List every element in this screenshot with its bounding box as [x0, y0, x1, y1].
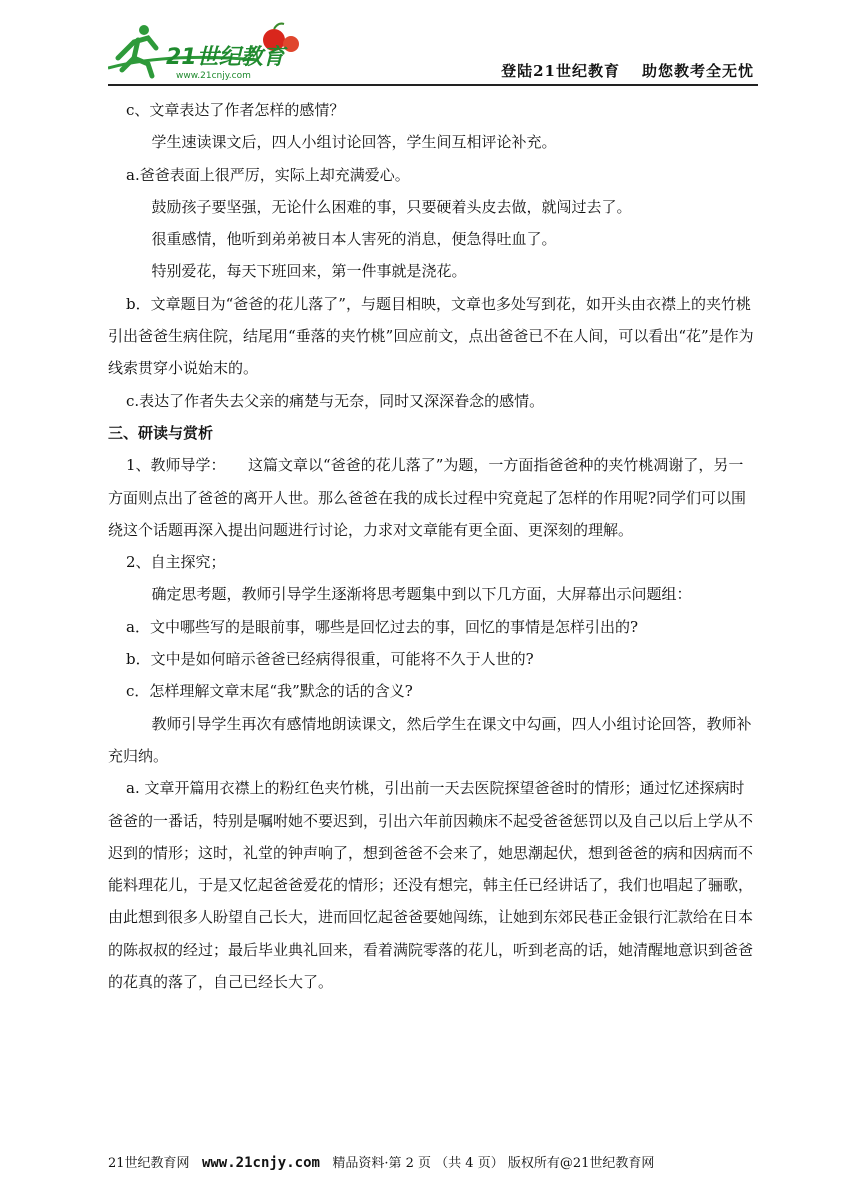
paragraph: 很重感情，他听到弟弟被日本人害死的消息，便急得吐血了。	[151, 230, 557, 249]
svg-text:21世纪教育: 21世纪教育	[166, 45, 285, 70]
slogan-left: 登陆21世纪教育	[501, 62, 620, 80]
paragraph: c.表达了作者失去父亲的痛楚与无奈，同时又深深眷念的感情。	[126, 391, 545, 410]
footer-url: www.21cnjy.com	[201, 1155, 320, 1171]
document-body	[108, 94, 758, 998]
paragraph: 教师引导学生再次有感情地朗读课文，然后学生在课文中勾画，四人小组讨论回答，教师补充归纳。	[108, 714, 752, 765]
paragraph: 学生速读课文后，四人小组讨论回答，学生间互相评论补充。	[151, 133, 557, 152]
paragraph: 2、自主探究；	[126, 553, 226, 572]
page-footer	[108, 1152, 758, 1171]
paragraph: 鼓励孩子要坚强，无论什么困难的事，只要硬着头皮去做，就闯过去了。	[151, 197, 632, 216]
paragraph: 1、教师导学： 这篇文章以“爸爸的花儿落了”为题，一方面指爸爸种的夹竹桃凋谢了，另一方面则点出了爸爸的离开人世。那么爸爸在我的成长过程中究竟起了怎样的作用呢?同学们可以围绕这个话题再深入提出问题进行讨论，力求对文章能有更全面、更深刻的理解。	[108, 456, 747, 539]
paragraph: a.爸爸表面上很严厉，实际上却充满爱心。	[126, 165, 410, 184]
site-logo	[108, 18, 308, 84]
header-divider	[108, 84, 758, 86]
paragraph: c、文章表达了作者怎样的感情？	[126, 101, 345, 119]
paragraph: b．文章题目为“爸爸的花儿落了”，与题目相映，文章也多处写到花，如开头由衣襟上的夹竹桃引出爸爸生病住院，结尾用“垂落的夹竹桃”回应前文，点出爸爸已不在人间，可以看出“花”是作为线索贯穿小说始末的。	[108, 294, 754, 378]
footer-site: 21世纪教育网	[108, 1156, 190, 1171]
question-item: a．文中哪些写的是眼前事，哪些是回忆过去的事，回忆的事情是怎样引出的?	[126, 617, 638, 636]
paragraph: a. 文章开篇用衣襟上的粉红色夹竹桃，引出前一天去医院探望爸爸时的情形；通过忆述探病时爸爸的一番话，特别是嘱咐她不要迟到，引出六年前因赖床不起受爸爸惩罚以及自己以后上学从不迟到的情形；这时，礼堂的钟声响了，想到爸爸不会来了，她思潮起伏，想到爸爸的病和因病而不能料理花儿，于是又忆起爸爸爱花的情形；还没有想完，韩主任已经讲话了，我们也唱起了骊歌，由此想到很多人盼望自己长大，进而回忆起爸爸要她闯练，让她到东郊民巷正金银行汇款给在日本的陈叔叔的经过；最后毕业典礼回来，看着满院零落的花儿，听到老高的话，她清醒地意识到爸爸的花真的落了，自己已经长大了。	[108, 779, 754, 992]
paragraph: 确定思考题，教师引导学生逐渐将思考题集中到以下几方面，大屏幕出示问题组：	[151, 585, 692, 604]
slogan-right: 助您教考全无忧	[641, 62, 754, 80]
section-heading: 三、研读与赏析	[108, 423, 214, 442]
footer-page-info: 精品资料·第 2 页 （共 4 页） 版权所有@21世纪教育网	[332, 1156, 655, 1171]
question-item: b．文中是如何暗示爸爸已经病得很重，可能将不久于人世的?	[126, 650, 534, 669]
paragraph: 特别爱花，每天下班回来，第一件事就是浇花。	[151, 262, 467, 281]
svg-text:www.21cnjy.com: www.21cnjy.com	[176, 71, 251, 81]
header-slogan	[479, 60, 754, 81]
question-item: c．怎样理解文章末尾“我”默念的话的含义?	[126, 682, 413, 701]
page-header	[108, 18, 758, 84]
